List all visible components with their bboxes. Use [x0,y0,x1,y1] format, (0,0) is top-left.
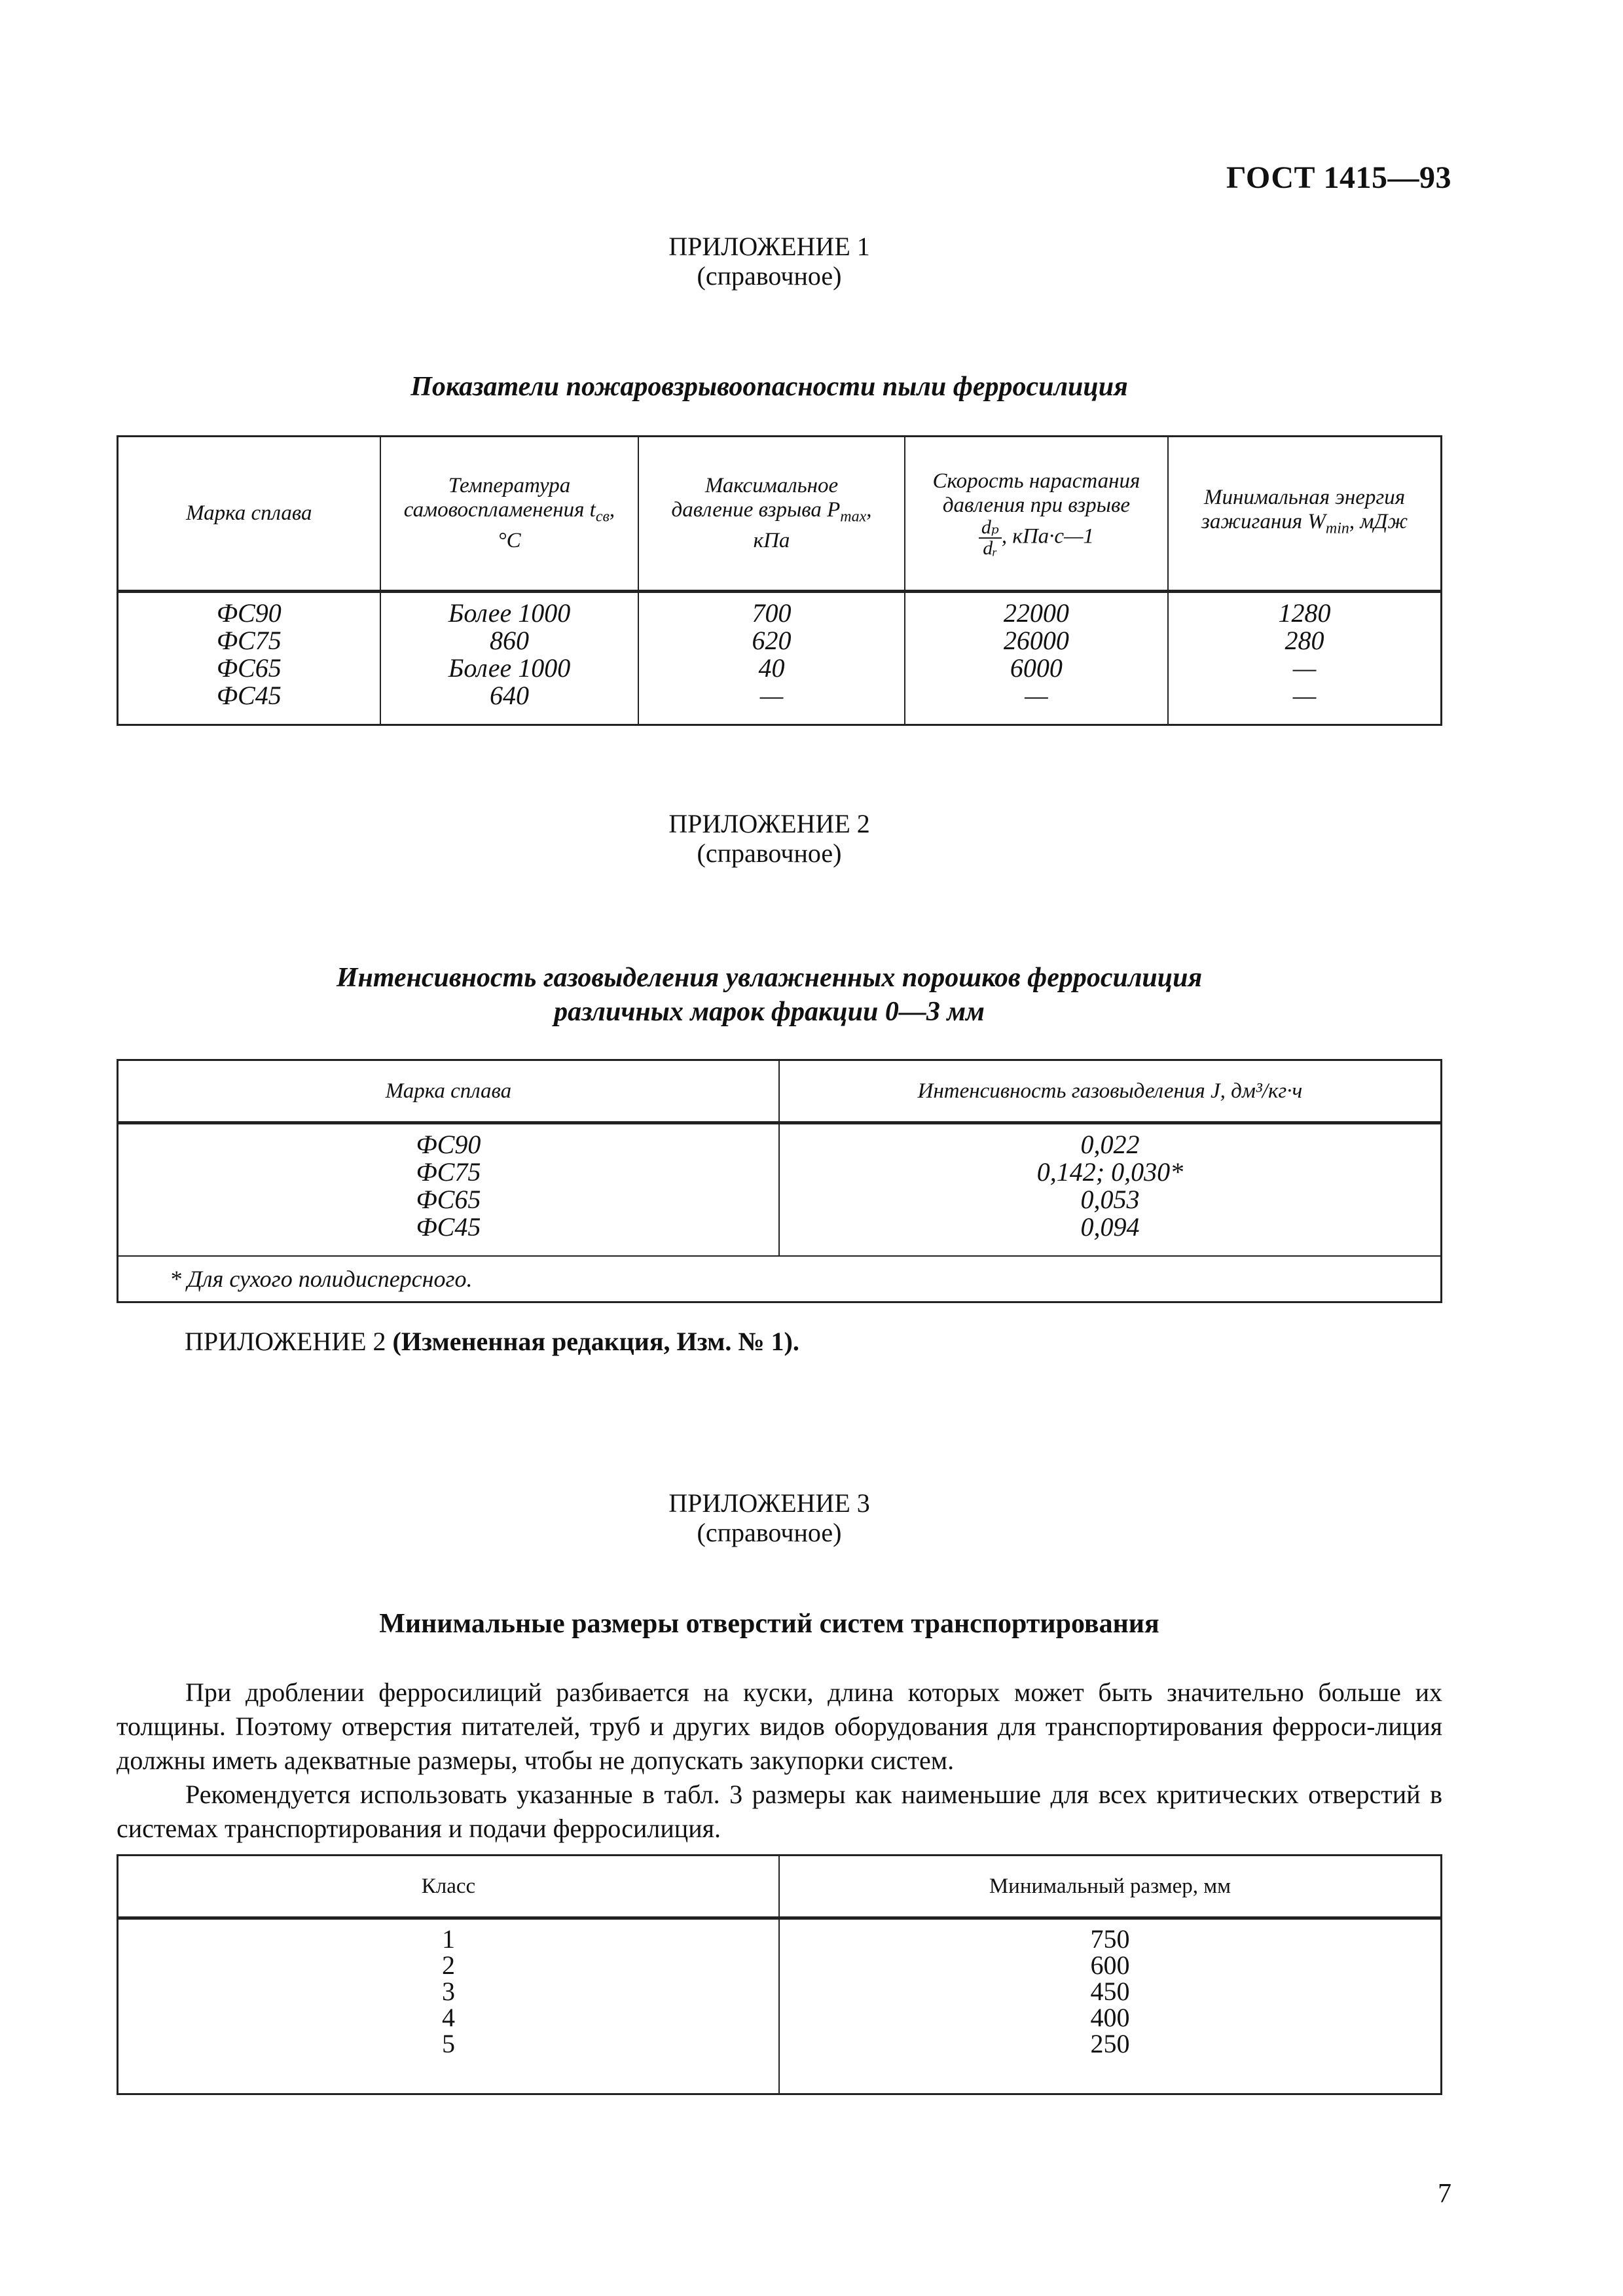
min-size-table [117,1854,1442,2095]
appendix-2-subtitle: (справочное) [697,838,842,868]
pressure-column: 700 620 40 — [638,592,904,725]
grade-column: ФС90 ФС75 ФС65 ФС45 [416,1130,481,1242]
table-body-row [118,1918,1442,2094]
header-min-size: Минимальный размер, мм [779,1856,1442,1918]
table-body-row [118,1123,1442,1257]
grade-column: ФС90 ФС75 ФС65 ФС45 [216,598,282,710]
energy-column: 1280 280 — — [1168,592,1441,725]
temp-column: Более 1000 860 Более 1000 640 [380,592,639,725]
dp-dr-fraction: $\frac{\text{dₚ}}{\text{dᵣ}}$ [979,518,1002,558]
appendix-3-title: ПРИЛОЖЕНИЕ 3 [668,1488,870,1518]
table-header-row [118,437,1442,592]
intensity-column: 0,022 0,142; 0,030* 0,053 0,094 [779,1123,1442,1257]
gas-emission-table [117,1059,1442,1303]
table-footnote-row [118,1256,1442,1302]
header-max-pressure: Максимальное давление взрыва $P_{max}$, кПа [638,437,904,592]
size-column: 750 600 450 400 250 [779,1918,1442,2094]
header-alloy-grade: Марка сплава [118,1060,779,1123]
amendment-note: ПРИЛОЖЕНИЕ 2 (Измененная редакция, Изм. № 1). [185,1327,799,1356]
document-code: ГОСТ 1415—93 [1226,160,1451,195]
appendix-3-heading: Минимальные размеры отверстий систем транспортирования [379,1609,1159,1639]
appendix-2-heading-line2: различных марок фракции 0—3 мм [554,997,985,1027]
appendix-3-subtitle: (справочное) [697,1518,842,1547]
appendix-1-heading: Показатели пожаровзрывоопасности пыли ферросилиция [410,372,1128,402]
page-number: 7 [1438,2179,1451,2209]
appendix-3-body [117,1676,1442,1846]
class-column: 1 2 3 4 5 [441,1924,455,2058]
header-gas-intensity: Интенсивность газовыделения J, дм³/кг·ч [779,1060,1442,1123]
appendix-2-title: ПРИЛОЖЕНИЕ 2 [668,809,870,838]
rate-column: 22000 26000 6000 — [905,592,1168,725]
appendix-1-subtitle: (справочное) [697,261,842,291]
table-header-row [118,1856,1442,1918]
paragraph-1: При дроблении ферросилиций разбивается на куски, длина которых может быть значительно больше их толщины. Поэтому отверстия питателей, труб и других видов оборудования для транспортирования ферроси-лиция должны иметь адекватные размеры, чтобы не допускать закупорки систем. [117,1677,1442,1775]
paragraph-2: Рекомендуется использовать указанные в табл. 3 размеры как наименьшие для всех критических отверстий в системах транспортирования и подачи ферросилиция. [117,1780,1442,1843]
header-class: Класс [118,1856,779,1918]
header-min-energy: Минимальная энергия зажигания $W_{min}$, мДж [1168,437,1441,592]
header-alloy-grade: Марка сплава [118,437,380,592]
appendix-1-title: ПРИЛОЖЕНИЕ 1 [668,232,870,261]
fire-explosion-table [117,435,1442,726]
table-header-row [118,1060,1442,1123]
header-ignition-temp: Температура самовоспламенения $t_{св}$, °C [380,437,639,592]
table-body-row [118,592,1442,725]
appendix-2-heading-line1: Интенсивность газовыделения увлажненных порошков ферросилиция [336,963,1203,993]
table-footnote: * Для сухого полидисперсного. [118,1256,1442,1302]
header-pressure-rate: Скорость нарастания давления при взрыве $\frac{\text{dₚ}}{\text{dᵣ}}$ , кПа·с—1 [905,437,1168,592]
